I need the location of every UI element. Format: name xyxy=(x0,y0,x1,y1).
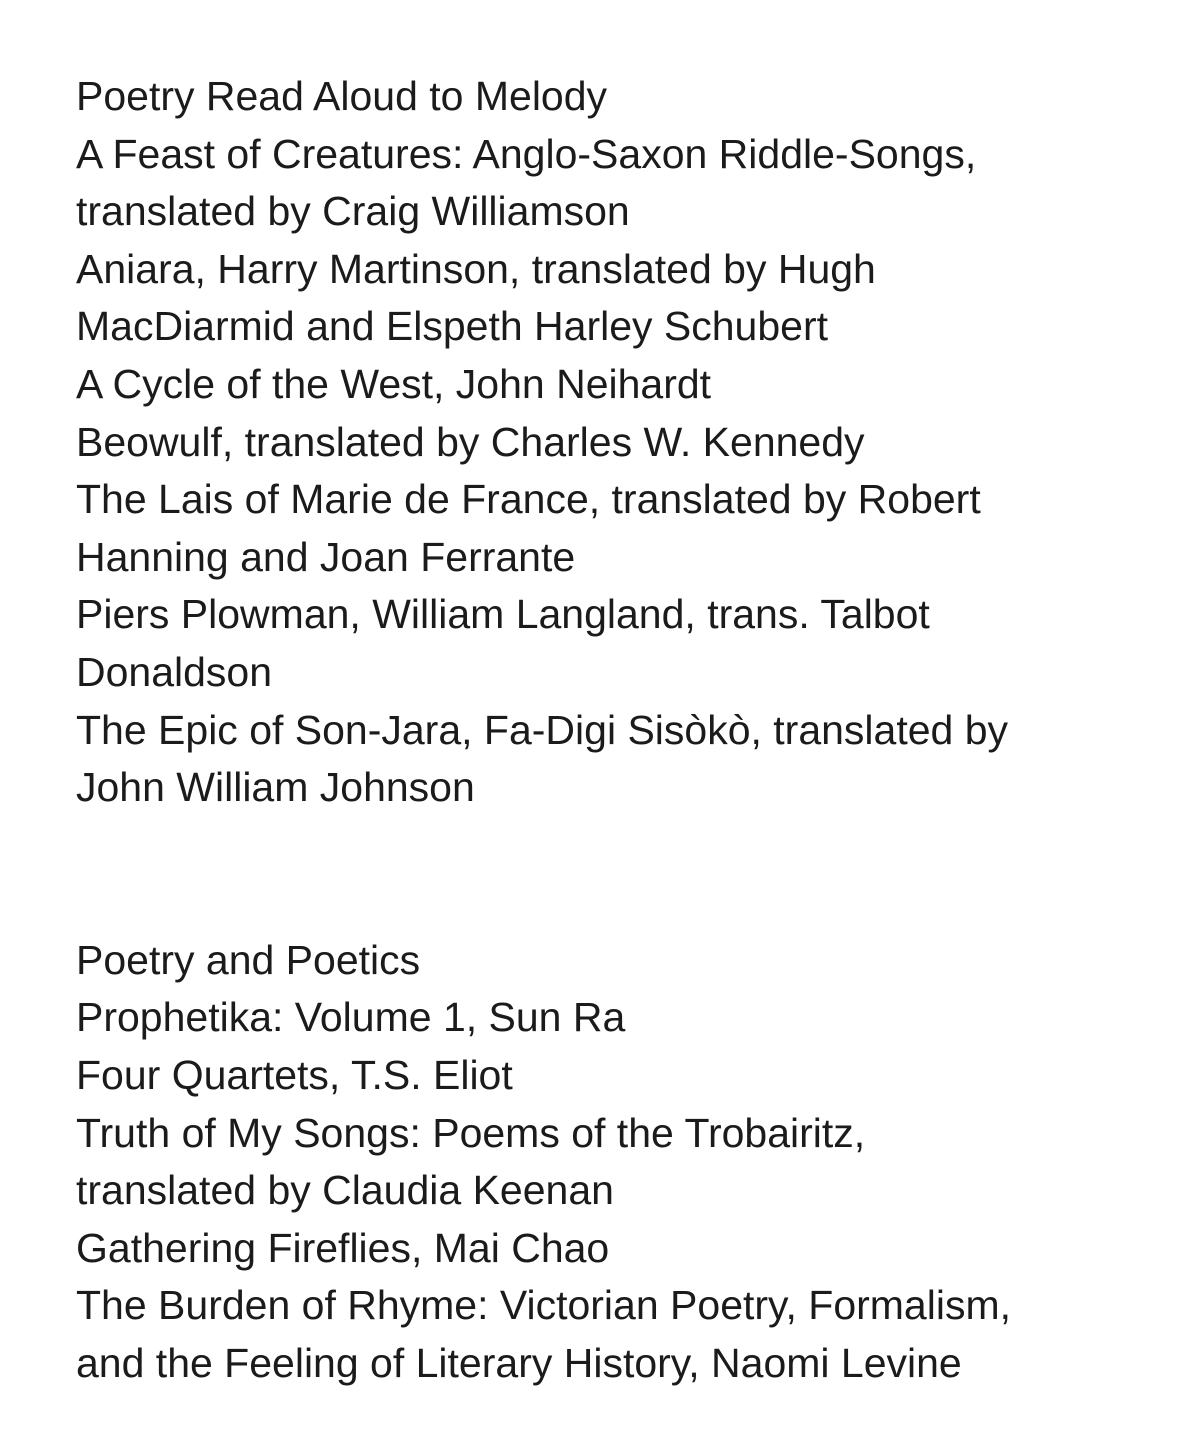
list-item-line: Truth of My Songs: Poems of the Trobairitz, xyxy=(76,1109,866,1156)
list-item xyxy=(76,1105,1136,1220)
list-item xyxy=(76,126,1136,241)
list-item xyxy=(76,471,1136,586)
section-heading: Poetry and Poetics xyxy=(76,936,421,983)
reading-list xyxy=(76,68,1136,1392)
list-item xyxy=(76,1277,1136,1392)
list-item-line: John William Johnson xyxy=(76,764,475,811)
list-item xyxy=(76,989,1136,1047)
list-item xyxy=(76,586,1136,701)
list-item xyxy=(76,356,1136,414)
list-item-line: Hanning and Joan Ferrante xyxy=(76,533,576,580)
list-item-line: Gathering Fireflies, Mai Chao xyxy=(76,1224,610,1271)
list-item xyxy=(76,414,1136,472)
list-item-line: translated by Claudia Keenan xyxy=(76,1167,614,1214)
list-item xyxy=(76,702,1136,817)
section-poetry-read-aloud xyxy=(76,68,1136,817)
list-item-line: The Lais of Marie de France, translated by Robert xyxy=(76,476,981,523)
section-poetry-and-poetics xyxy=(76,932,1136,1393)
list-item-line: MacDiarmid and Elspeth Harley Schubert xyxy=(76,303,828,350)
list-item-line: and the Feeling of Literary History, Naomi Levine xyxy=(76,1339,962,1386)
list-item-line: Beowulf, translated by Charles W. Kennedy xyxy=(76,418,865,465)
list-item-line: Aniara, Harry Martinson, translated by Hugh xyxy=(76,245,876,292)
list-item-line: Donaldson xyxy=(76,648,273,695)
list-item-line: Four Quartets, T.S. Eliot xyxy=(76,1051,513,1098)
list-item-line: Piers Plowman, William Langland, trans. Talbot xyxy=(76,591,930,638)
list-item xyxy=(76,1047,1136,1105)
list-item xyxy=(76,1220,1136,1278)
list-item xyxy=(76,241,1136,356)
list-item-line: A Feast of Creatures: Anglo-Saxon Riddle-Songs, xyxy=(76,130,977,177)
list-item-line: The Epic of Son-Jara, Fa-Digi Sisòkò, translated by xyxy=(76,706,1009,753)
section-heading: Poetry Read Aloud to Melody xyxy=(76,73,608,119)
list-item-line: Prophetika: Volume 1, Sun Ra xyxy=(76,994,626,1041)
list-item-line: translated by Craig Williamson xyxy=(76,188,630,235)
list-item-line: A Cycle of the West, John Neihardt xyxy=(76,360,712,407)
list-item-line: The Burden of Rhyme: Victorian Poetry, Formalism, xyxy=(76,1282,1011,1329)
